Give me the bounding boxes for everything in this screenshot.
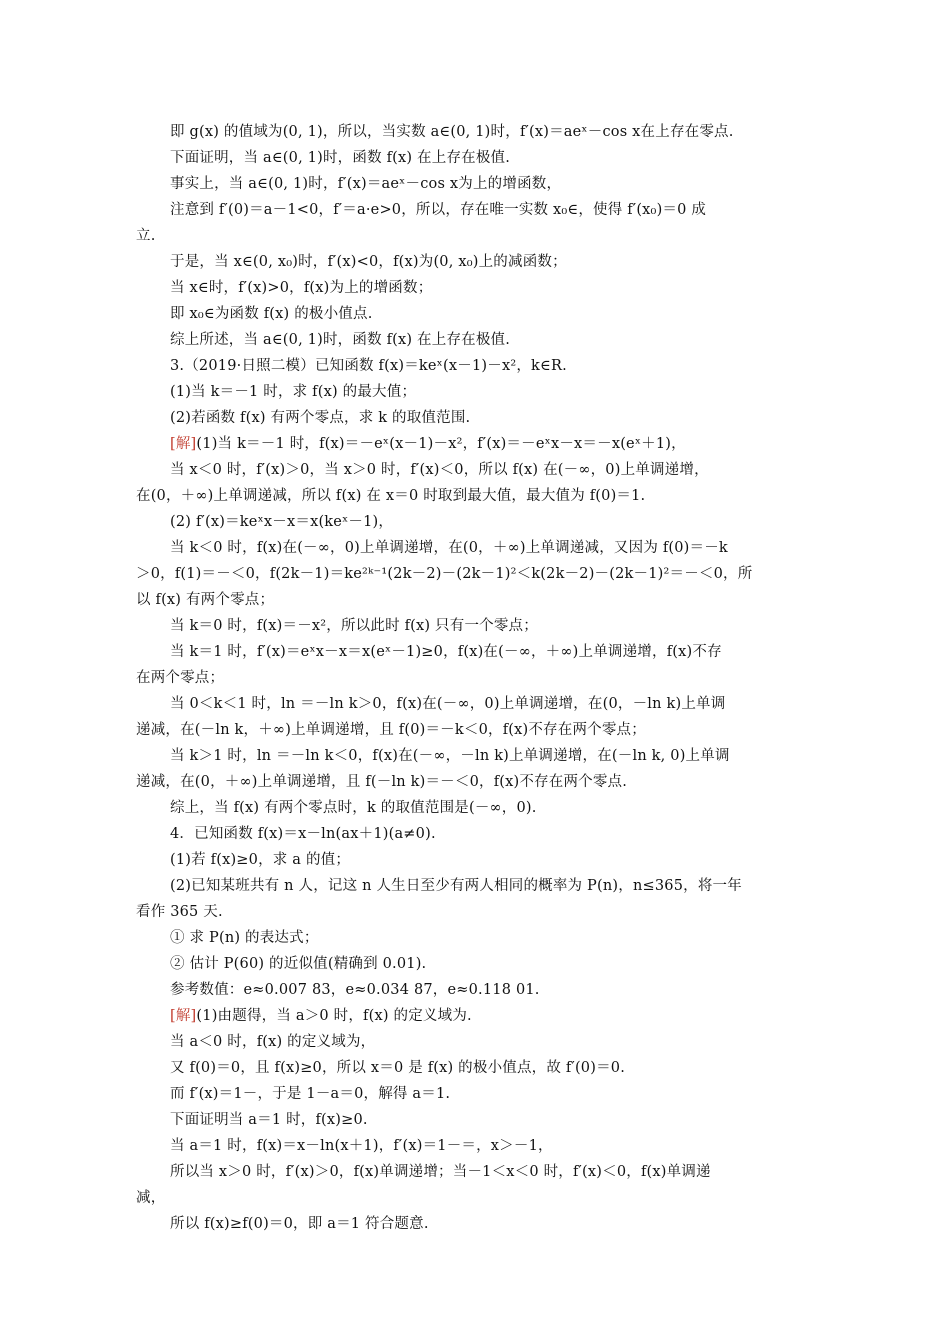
text-line: 即 g(x) 的值域为(0, 1)，所以，当实数 a∈(0, 1)时，f′(x)＝aeˣ－cos x在上存在零点. [170,124,734,140]
text-line: 递减，在(－ln k，＋∞)上单调递增，且 f(0)＝－k＜0，f(x)不存在两个零点； [136,722,646,738]
text-line: 减， [136,1190,166,1206]
text-line: ① 求 P(n) 的表达式； [170,930,319,946]
text-line: (1)当 k＝－1 时，求 f(x) 的最大值； [170,384,417,400]
text-line: (2) f′(x)＝keˣx－x＝x(keˣ－1)， [170,514,394,530]
text-line: 事实上，当 a∈(0, 1)时，f′(x)＝aeˣ－cos x为上的增函数， [170,176,562,192]
text-line: 所以 f(x)≥f(0)＝0，即 a＝1 符合题意. [170,1216,429,1232]
text-line: 综上所述，当 a∈(0, 1)时，函数 f(x) 在上存在极值. [170,332,511,348]
text-span: (1)当 k＝－1 时，f(x)＝－eˣ(x－1)－x²，f′(x)＝－eˣx－x＝－x(eˣ＋1)， [196,436,686,452]
text-line: 当 k＝1 时，f′(x)＝eˣx－x＝x(eˣ－1)≥0，f(x)在(－∞，＋∞)上单调递增，f(x)不存 [170,644,722,660]
text-line: 以 f(x) 有两个零点； [136,592,275,608]
text-line: ② 估计 P(60) 的近似值(精确到 0.01). [170,956,427,972]
solution-line [170,1006,816,1026]
solution-line [170,434,816,454]
text-line: 参考数值：e≈0.007 83，e≈0.034 87，e≈0.118 01. [170,982,540,998]
text-line: 又 f(0)＝0，且 f(x)≥0，所以 x＝0 是 f(x) 的极小值点，故 f′(0)＝0. [170,1060,626,1076]
text-line: 而 f′(x)＝1－，于是 1－a＝0，解得 a＝1. [170,1086,451,1102]
text-line: 当 a＝1 时，f(x)＝x－ln(x＋1)，f′(x)＝1－＝，x＞－1， [170,1138,553,1154]
solution-marker: [解] [170,436,197,452]
text-line: 所以当 x＞0 时，f′(x)＞0，f(x)单调递增；当－1＜x＜0 时，f′(x)＜0，f(x)单调递 [170,1164,711,1180]
text-line: 看作 365 天. [136,904,223,920]
text-line: (2)已知某班共有 n 人，记这 n 人生日至少有两人相同的概率为 P(n)，n≤365，将一年 [170,878,742,894]
text-line: 于是，当 x∈(0, x₀)时，f′(x)<0，f(x)为(0, x₀)上的减函数； [170,254,567,270]
text-line: (2)若函数 f(x) 有两个零点，求 k 的取值范围. [170,410,471,426]
text-line: 综上，当 f(x) 有两个零点时，k 的取值范围是(－∞，0). [170,800,537,816]
text-line: 立. [136,228,156,244]
text-line: 当 0＜k＜1 时，ln ＝－ln k＞0，f(x)在(－∞，0)上单调递增，在(0，－ln k)上单调 [170,696,726,712]
text-line: 即 x₀∈为函数 f(x) 的极小值点. [170,306,373,322]
problem-3-heading: 3.（2019·日照二模）已知函数 f(x)＝keˣ(x－1)－x²，k∈R. [170,358,567,374]
text-line: 当 x＜0 时，f′(x)＞0，当 x＞0 时，f′(x)＜0，所以 f(x) 在(－∞，0)上单调递增， [170,462,709,478]
text-line: 当 k＜0 时，f(x)在(－∞，0)上单调递增，在(0，＋∞)上单调递减，又因为 f(0)＝－k [170,540,728,556]
text-line: 当 a＜0 时，f(x) 的定义域为， [170,1034,376,1050]
text-line: 注意到 f′(0)＝a－1<0，f′＝a·e>0，所以，存在唯一实数 x₀∈，使得 f′(x₀)＝0 成 [170,202,707,218]
text-line: ＞0，f(1)＝－＜0，f(2k－1)＝ke²ᵏ⁻¹(2k－2)－(2k－1)²＜k(2k－2)－(2k－1)²＝－＜0，所 [136,566,753,582]
text-line: (1)若 f(x)≥0，求 a 的值； [170,852,351,868]
text-line: 递减，在(0，＋∞)上单调递增，且 f(－ln k)＝－＜0，f(x)不存在两个零点. [136,774,628,790]
text-line: 下面证明，当 a∈(0, 1)时，函数 f(x) 在上存在极值. [170,150,511,166]
text-line: 在两个零点； [136,670,225,686]
solution-marker: [解] [170,1008,197,1024]
text-line: 当 k＞1 时，ln ＝－ln k＜0，f(x)在(－∞，－ln k)上单调递增，在(－ln k, 0)上单调 [170,748,730,764]
text-line: 当 x∈时，f′(x)>0，f(x)为上的增函数； [170,280,433,296]
text-span: (1)由题得，当 a＞0 时，f(x) 的定义域为. [196,1008,472,1024]
problem-4-heading: 4．已知函数 f(x)＝x－ln(ax＋1)(a≠0). [170,826,436,842]
text-line: 下面证明当 a＝1 时，f(x)≥0. [170,1112,368,1128]
text-line: 在(0，＋∞)上单调递减，所以 f(x) 在 x＝0 时取到最大值，最大值为 f(0)＝1. [136,488,646,504]
text-line: 当 k＝0 时，f(x)＝－x²，所以此时 f(x) 只有一个零点； [170,618,538,634]
